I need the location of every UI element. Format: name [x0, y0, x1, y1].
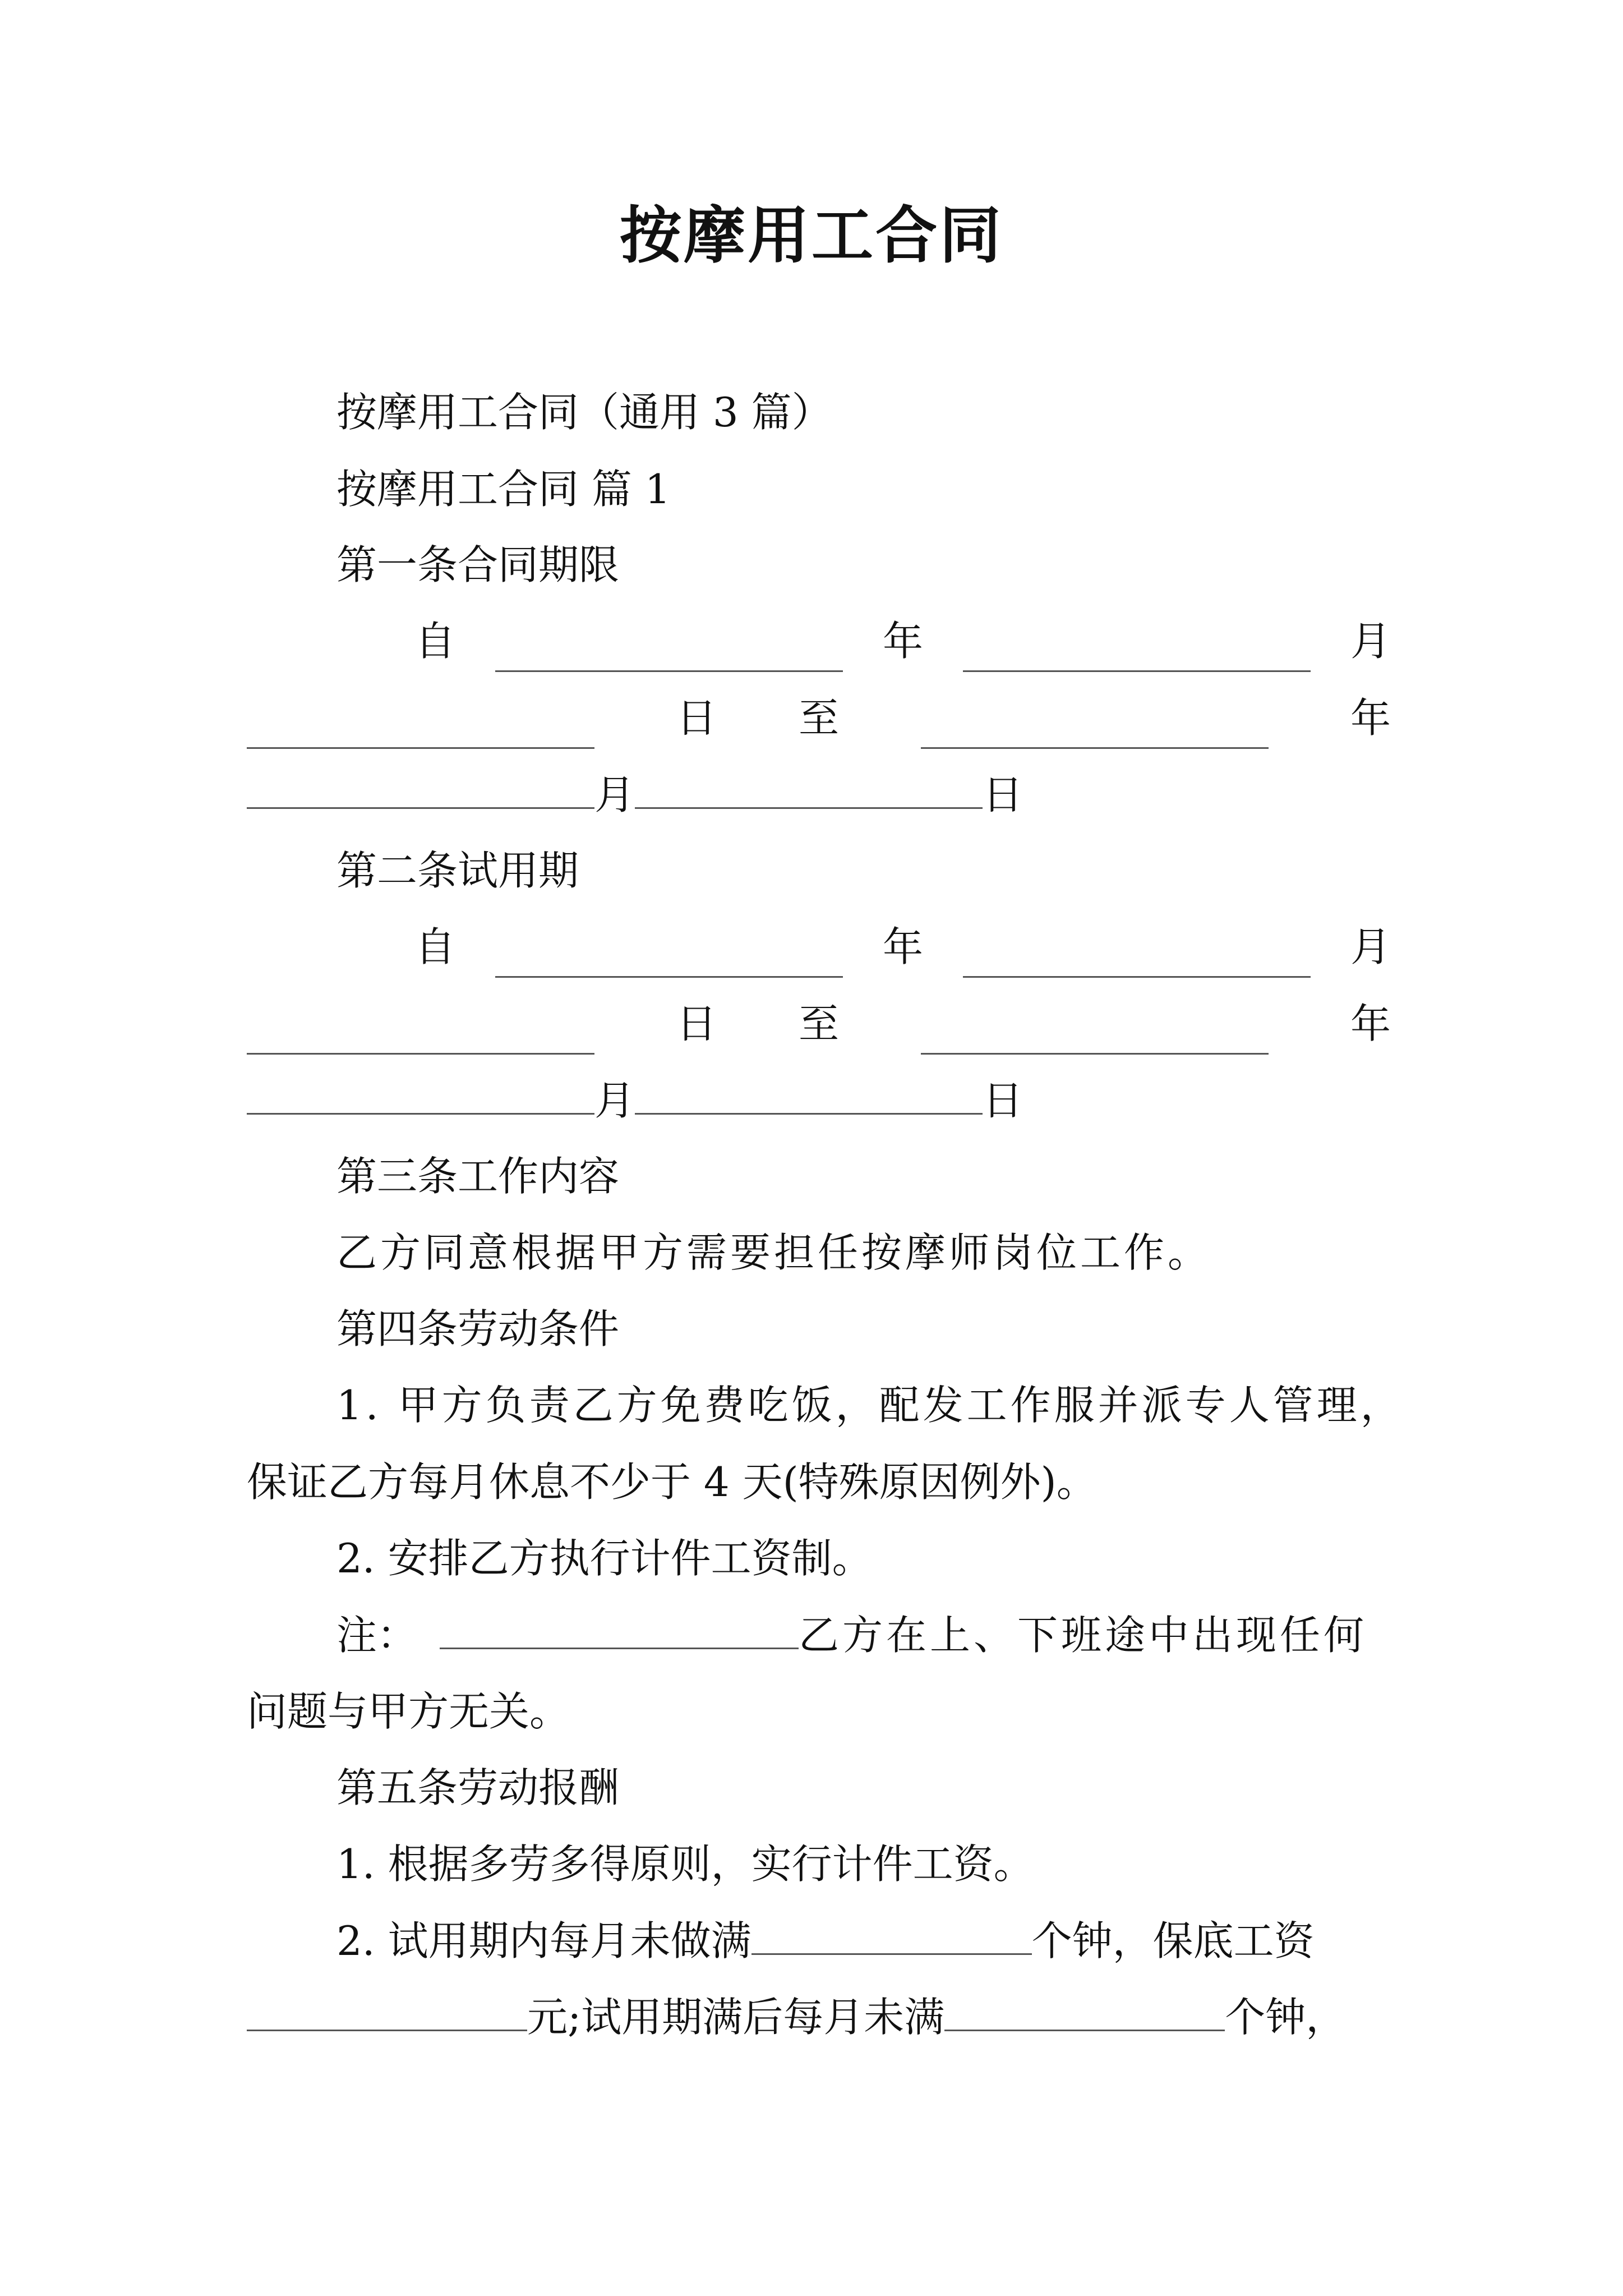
article-2-heading: 第二条试用期	[336, 847, 579, 894]
article-5-item-2-text-c: 元;试用期满后每月未满	[527, 1994, 945, 2041]
probation-hours-blank[interactable]	[751, 1918, 1032, 1955]
year-label: 年	[1350, 694, 1391, 742]
start-year-blank[interactable]	[495, 636, 843, 672]
from-label: 自	[415, 618, 456, 665]
article-5-item-1: 1. 根据多劳多得原则，实行计件工资。	[336, 1841, 1034, 1888]
article-4-item-1-line-2: 保证乙方每月休息不少于 4 天(特殊原因例外)。	[247, 1458, 1097, 1506]
article-5-item-2-line-1	[247, 1910, 1391, 1972]
probation-start-month-blank[interactable]	[963, 941, 1311, 978]
heading-general: 按摩用工合同（通用 3 篇）	[336, 389, 832, 436]
contract-period-row-3	[247, 764, 1391, 826]
article-5-item-2-text-b: 个钟，保底工资	[1031, 1917, 1315, 1964]
heading-part-1: 按摩用工合同 篇 1	[336, 466, 671, 513]
end-year-blank[interactable]	[921, 712, 1269, 749]
probation-end-month-blank[interactable]	[247, 1078, 594, 1115]
article-5-heading: 第五条劳动报酬	[336, 1764, 620, 1811]
from-label: 自	[415, 923, 456, 970]
month-label: 月	[594, 1077, 635, 1124]
post-probation-hours-blank[interactable]	[944, 1995, 1225, 2031]
end-day-blank[interactable]	[635, 772, 983, 809]
contract-period-row-1	[247, 610, 1391, 672]
probation-row-1	[247, 916, 1391, 978]
article-4-heading: 第四条劳动条件	[336, 1305, 620, 1352]
year-label: 年	[1350, 1000, 1391, 1047]
article-3-heading: 第三条工作内容	[336, 1153, 620, 1200]
end-month-blank[interactable]	[247, 772, 594, 809]
probation-start-year-blank[interactable]	[495, 941, 843, 978]
document-title: 按摩用工合同	[620, 199, 1003, 272]
note-blank[interactable]	[440, 1613, 799, 1649]
article-1-heading: 第一条合同期限	[336, 541, 620, 588]
month-label: 月	[1350, 618, 1391, 665]
contract-period-row-2	[247, 687, 1391, 749]
day-label: 日	[676, 694, 717, 742]
year-label: 年	[882, 618, 923, 665]
note-line-1	[247, 1604, 1391, 1666]
article-5-item-2-text-d: 个钟，	[1225, 1994, 1347, 2041]
probation-start-day-blank[interactable]	[247, 1018, 594, 1055]
month-label: 月	[594, 771, 635, 818]
start-month-blank[interactable]	[963, 636, 1311, 672]
to-label: 至	[798, 694, 839, 742]
article-5-item-2-line-2	[247, 1986, 1391, 2048]
probation-row-2	[247, 993, 1391, 1055]
note-label: 注：	[336, 1612, 418, 1659]
to-label: 至	[798, 1000, 839, 1047]
article-4-item-1-line-1: 1. 甲方负责乙方免费吃饭，配发工作服并派专人管理，	[336, 1382, 1404, 1429]
base-wage-blank[interactable]	[247, 1995, 527, 2031]
start-day-blank[interactable]	[247, 712, 594, 749]
month-label: 月	[1350, 923, 1391, 970]
article-5-item-2-text-a: 2. 试用期内每月未做满	[336, 1917, 751, 1964]
day-label: 日	[676, 1000, 717, 1047]
article-3-text: 乙方同意根据甲方需要担任按摩师岗位工作。	[336, 1229, 1212, 1276]
note-line-2: 问题与甲方无关。	[247, 1688, 570, 1735]
article-4-item-2: 2. 安排乙方执行计件工资制。	[336, 1535, 873, 1582]
probation-end-year-blank[interactable]	[921, 1018, 1269, 1055]
probation-end-day-blank[interactable]	[635, 1078, 983, 1115]
note-text-1: 乙方在上、下班途中出现任何	[799, 1612, 1368, 1659]
day-label: 日	[983, 771, 1023, 818]
day-label: 日	[983, 1077, 1023, 1124]
probation-row-3	[247, 1070, 1391, 1131]
year-label: 年	[882, 923, 923, 970]
